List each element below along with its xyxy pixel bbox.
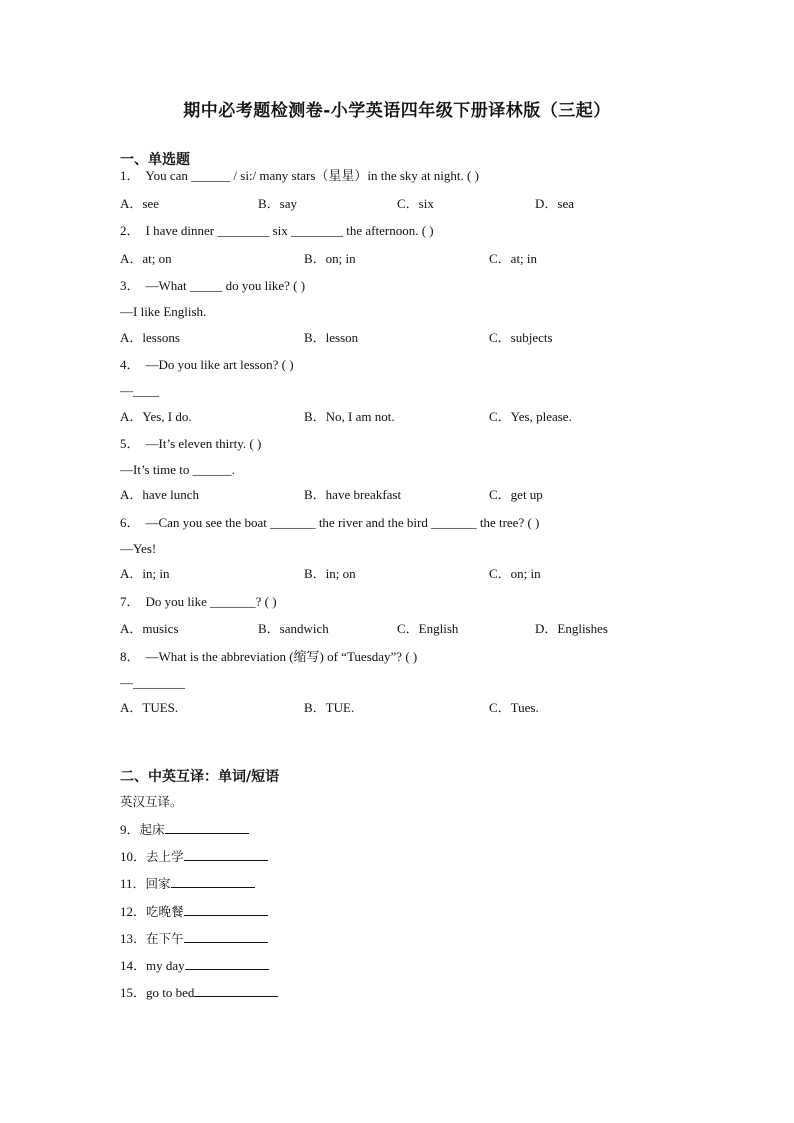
question-text: —Can you see the boat _______ the river and the bird _______ the tree? ( ): [145, 515, 540, 530]
question-5: [120, 436, 261, 452]
option-a[interactable]: A．have lunch: [120, 487, 200, 502]
question-3: [120, 278, 305, 294]
answer-line-3: —I like English.: [120, 304, 207, 319]
option-a[interactable]: A．at; on: [120, 251, 172, 266]
question-number: 7．: [120, 594, 140, 609]
page-title: 期中必考题检测卷-小学英语四年级下册译林版（三起）: [183, 101, 611, 121]
question-number: 5．: [120, 436, 140, 451]
item-number: 11．: [120, 876, 146, 891]
item-text: go to bed: [146, 985, 195, 1000]
answer-blank[interactable]: [165, 821, 249, 834]
answer-blank[interactable]: [185, 957, 269, 970]
translation-item-10: [120, 848, 268, 865]
item-text: 起床: [139, 822, 165, 837]
translation-item-15: [120, 984, 278, 1001]
item-number: 12．: [120, 904, 147, 919]
question-4: [120, 357, 294, 373]
translation-item-9: [120, 821, 249, 838]
item-number: 15．: [120, 985, 147, 1000]
options-1: [120, 196, 720, 212]
option-c[interactable]: C．six: [397, 196, 434, 211]
options-8: [120, 700, 720, 716]
option-c[interactable]: C．English: [397, 621, 459, 636]
question-text-post: / si:/ many stars（星星）in the sky at night. ( ): [233, 168, 479, 183]
answer-blank[interactable]: [194, 984, 278, 997]
item-text: 去上学: [146, 849, 184, 864]
options-3: [120, 330, 720, 346]
question-blank: ______: [191, 168, 231, 183]
question-text-pre: You can: [145, 168, 188, 183]
item-text: 吃晚餐: [146, 904, 184, 919]
translation-item-11: [120, 875, 255, 892]
question-2: [120, 223, 434, 239]
answer-blank[interactable]: [184, 903, 268, 916]
option-b[interactable]: B．lesson: [304, 330, 359, 345]
question-text: —What _____ do you like? ( ): [145, 278, 306, 293]
answer-line-6: —Yes!: [120, 541, 157, 556]
item-number: 10．: [120, 849, 147, 864]
option-c[interactable]: C．on; in: [489, 566, 541, 581]
question-number: 6．: [120, 515, 140, 530]
option-a[interactable]: A．see: [120, 196, 159, 211]
answer-line-5: —It’s time to ______.: [120, 462, 235, 477]
options-6: [120, 566, 720, 582]
option-b[interactable]: B．sandwich: [258, 621, 329, 636]
option-a[interactable]: A．lessons: [120, 330, 180, 345]
translation-item-13: [120, 930, 268, 947]
option-c[interactable]: C．Yes, please.: [489, 409, 572, 424]
option-c[interactable]: C．subjects: [489, 330, 553, 345]
item-number: 13．: [120, 931, 147, 946]
question-6: [120, 515, 539, 531]
option-b[interactable]: B．on; in: [304, 251, 356, 266]
options-2: [120, 251, 720, 267]
question-text: Do you like _______? ( ): [145, 594, 277, 609]
question-number: 8．: [120, 649, 140, 664]
option-c[interactable]: C．Tues.: [489, 700, 539, 715]
option-a[interactable]: A．Yes, I do.: [120, 409, 192, 424]
answer-blank[interactable]: [184, 930, 268, 943]
translation-item-14: [120, 957, 269, 974]
section-heading-single-choice: 一、单选题: [120, 152, 190, 168]
option-a[interactable]: A．musics: [120, 621, 179, 636]
item-number: 14．: [120, 958, 147, 973]
question-text: —What is the abbreviation (缩写) of “Tuesday”? ( ): [145, 649, 418, 664]
option-b[interactable]: B．No, I am not.: [304, 409, 395, 424]
question-text: I have dinner ________ six ________ the afternoon. ( ): [145, 223, 434, 238]
item-text: my day: [146, 958, 185, 973]
options-4: [120, 409, 720, 425]
question-7: [120, 594, 277, 610]
option-d[interactable]: D．sea: [535, 196, 574, 211]
question-1: [120, 168, 479, 184]
answer-line-8: —________: [120, 675, 185, 690]
item-text: 回家: [145, 876, 171, 891]
options-7: [120, 621, 720, 637]
question-text: —It’s eleven thirty. ( ): [145, 436, 262, 451]
section-instruction: 英汉互译。: [120, 794, 183, 809]
option-b[interactable]: B．in; on: [304, 566, 356, 581]
option-b[interactable]: B．say: [258, 196, 298, 211]
question-8: [120, 649, 417, 665]
translation-item-12: [120, 903, 268, 920]
question-number: 4．: [120, 357, 140, 372]
option-a[interactable]: A．in; in: [120, 566, 170, 581]
option-c[interactable]: C．at; in: [489, 251, 538, 266]
option-d[interactable]: D．Englishes: [535, 621, 608, 636]
answer-blank[interactable]: [171, 875, 255, 888]
answer-line-4: —____: [120, 383, 159, 398]
item-text: 在下午: [146, 931, 184, 946]
option-b[interactable]: B．TUE.: [304, 700, 355, 715]
option-b[interactable]: B．have breakfast: [304, 487, 402, 502]
option-a[interactable]: A．TUES.: [120, 700, 179, 715]
question-text: —Do you like art lesson? ( ): [145, 357, 294, 372]
option-c[interactable]: C．get up: [489, 487, 543, 502]
section-heading-translation: 二、中英互译：单词/短语: [120, 769, 280, 785]
question-number: 1．: [120, 168, 140, 183]
question-number: 3．: [120, 278, 140, 293]
item-number: 9．: [120, 822, 140, 837]
options-5: [120, 487, 720, 503]
answer-blank[interactable]: [184, 848, 268, 861]
question-number: 2．: [120, 223, 140, 238]
